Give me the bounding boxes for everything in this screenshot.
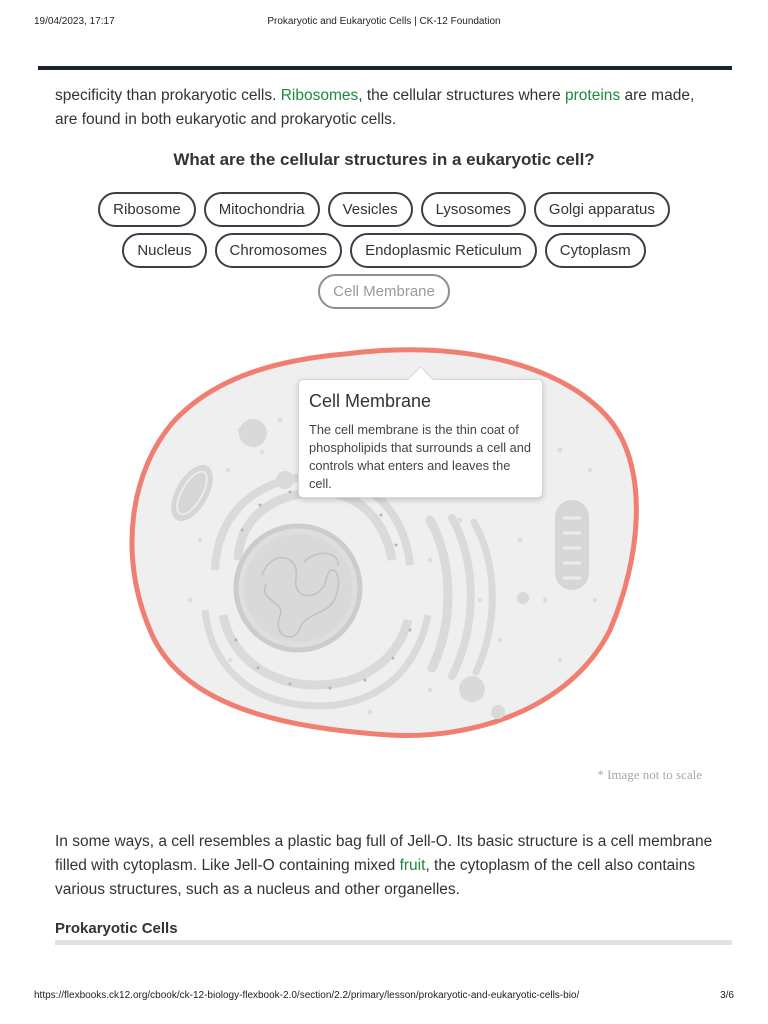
structure-button-lysosomes[interactable]: Lysosomes [421,192,526,227]
print-url: https://flexbooks.ck12.org/cbook/ck-12-biology-flexbook-2.0/section/2.2/primary/lesson/prokaryotic-and-eukaryotic-cells-bio/ [34,990,580,1001]
structure-button-nucleus[interactable]: Nucleus [122,233,206,268]
cell-membrane-tooltip [298,379,543,498]
print-page-title: Prokaryotic and Eukaryotic Cells | CK-12 Foundation [267,16,501,27]
structure-button-cytoplasm[interactable]: Cytoplasm [545,233,646,268]
paragraph-text-2: , the cytoplasm of the cell also contains various structures, such as a nucleus and other organelles. [55,857,696,898]
structure-button-vesicles[interactable]: Vesicles [328,192,413,227]
structure-button-mitochondria[interactable]: Mitochondria [204,192,320,227]
intro-text-2: , the cellular structures where [358,87,565,104]
structure-button-ribosome[interactable]: Ribosome [98,192,196,227]
image-scale-note: * Image not to scale [597,767,702,782]
intro-text-1: specificity than prokaryotic cells. [55,87,281,104]
print-datetime: 19/04/2023, 17:17 [34,16,115,27]
prokaryotic-cells-heading: Prokaryotic Cells [55,920,178,937]
proteins-link[interactable]: proteins [565,87,621,104]
structure-button-endoplasmic-reticulum[interactable]: Endoplasmic Reticulum [350,233,537,268]
fruit-link[interactable]: fruit [399,857,426,874]
section-divider [55,940,732,945]
structure-button-chromosomes[interactable]: Chromosomes [215,233,343,268]
structure-button-cell-membrane[interactable]: Cell Membrane [318,274,450,309]
structure-button-golgi-apparatus[interactable]: Golgi apparatus [534,192,670,227]
intro-text-3: are made, are found in both eukaryotic and prokaryotic cells. [55,87,695,128]
print-footer [34,990,734,1004]
jello-paragraph [55,830,725,902]
mitochondrion-right [555,500,589,590]
section-question: What are the cellular structures in a eukaryotic cell? [173,150,595,169]
ribosomes-link[interactable]: Ribosomes [280,87,359,104]
paragraph-text-1: In some ways, a cell resembles a plastic bag full of Jell-O. Its basic structure is a cell membrane filled with cytoplasm. Like Jell-O containing mixed [55,833,713,874]
tooltip-title: Cell Membrane [309,391,432,411]
print-page-number: 3/6 [720,990,734,1001]
tooltip-body: The cell membrane is the thin coat of phospholipids that surrounds a cell and controls what enters and leaves the cell. [309,422,531,491]
